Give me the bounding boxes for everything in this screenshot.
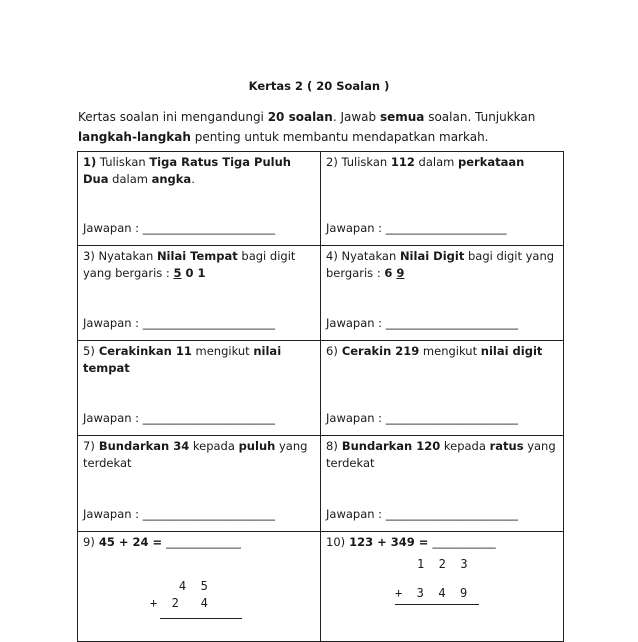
answer-line-8[interactable]: Jawapan : _______________________	[326, 507, 518, 521]
question-6: 6) Cerakin 219 mengikut nilai digit Jawapan : _______________________	[321, 341, 564, 436]
working-10-top: 1 2 3	[417, 557, 468, 571]
questions-table	[77, 151, 564, 642]
question-2: 2) Tuliskan 112 dalam perkataan Jawapan : _____________________	[321, 152, 564, 246]
answer-line-4[interactable]: Jawapan : _______________________	[326, 316, 518, 330]
sum-line-9	[160, 618, 242, 619]
answer-line-2[interactable]: Jawapan : _____________________	[326, 221, 507, 235]
question-4: 4) Nyatakan Nilai Digit bagi digit yang bergaris : 6 9 Jawapan : _______________________	[321, 246, 564, 341]
answer-line-3[interactable]: Jawapan : _______________________	[83, 316, 275, 330]
sum-line-10	[395, 604, 479, 605]
answer-line-1[interactable]: Jawapan : _______________________	[83, 221, 275, 235]
question-9: 9) 45 + 24 = _____________ 4 5 + 2 4	[78, 532, 321, 642]
answer-line-7[interactable]: Jawapan : _______________________	[83, 507, 275, 521]
page-title: Kertas 2 ( 20 Soalan )	[248, 79, 390, 93]
question-5: 5) Cerakinkan 11 mengikut nilai tempat Jawapan : _______________________	[78, 341, 321, 436]
question-10: 10) 123 + 349 = ___________ 1 2 3 + 3 4 9	[321, 532, 564, 642]
working-9: 4 5 + 2 4	[150, 579, 208, 610]
question-7: 7) Bundarkan 34 kepada puluh yang terdekat Jawapan : _______________________	[78, 436, 321, 532]
question-8: 8) Bundarkan 120 kepada ratus yang terdekat Jawapan : _______________________	[321, 436, 564, 532]
instructions: Kertas soalan ini mengandungi 20 soalan. Jawab semua soalan. Tunjukkan langkah-langkah penting untuk membantu mendapatkan markah.	[78, 110, 536, 144]
answer-line-5[interactable]: Jawapan : _______________________	[83, 411, 275, 425]
question-1: 1) Tuliskan Tiga Ratus Tiga Puluh Dua dalam angka. Jawapan : _______________________	[78, 152, 321, 246]
working-10-bottom: + 3 4 9	[395, 586, 468, 600]
question-3: 3) Nyatakan Nilai Tempat bagi digit yang bergaris : 5 0 1 Jawapan : _______________________	[78, 246, 321, 341]
answer-line-6[interactable]: Jawapan : _______________________	[326, 411, 518, 425]
